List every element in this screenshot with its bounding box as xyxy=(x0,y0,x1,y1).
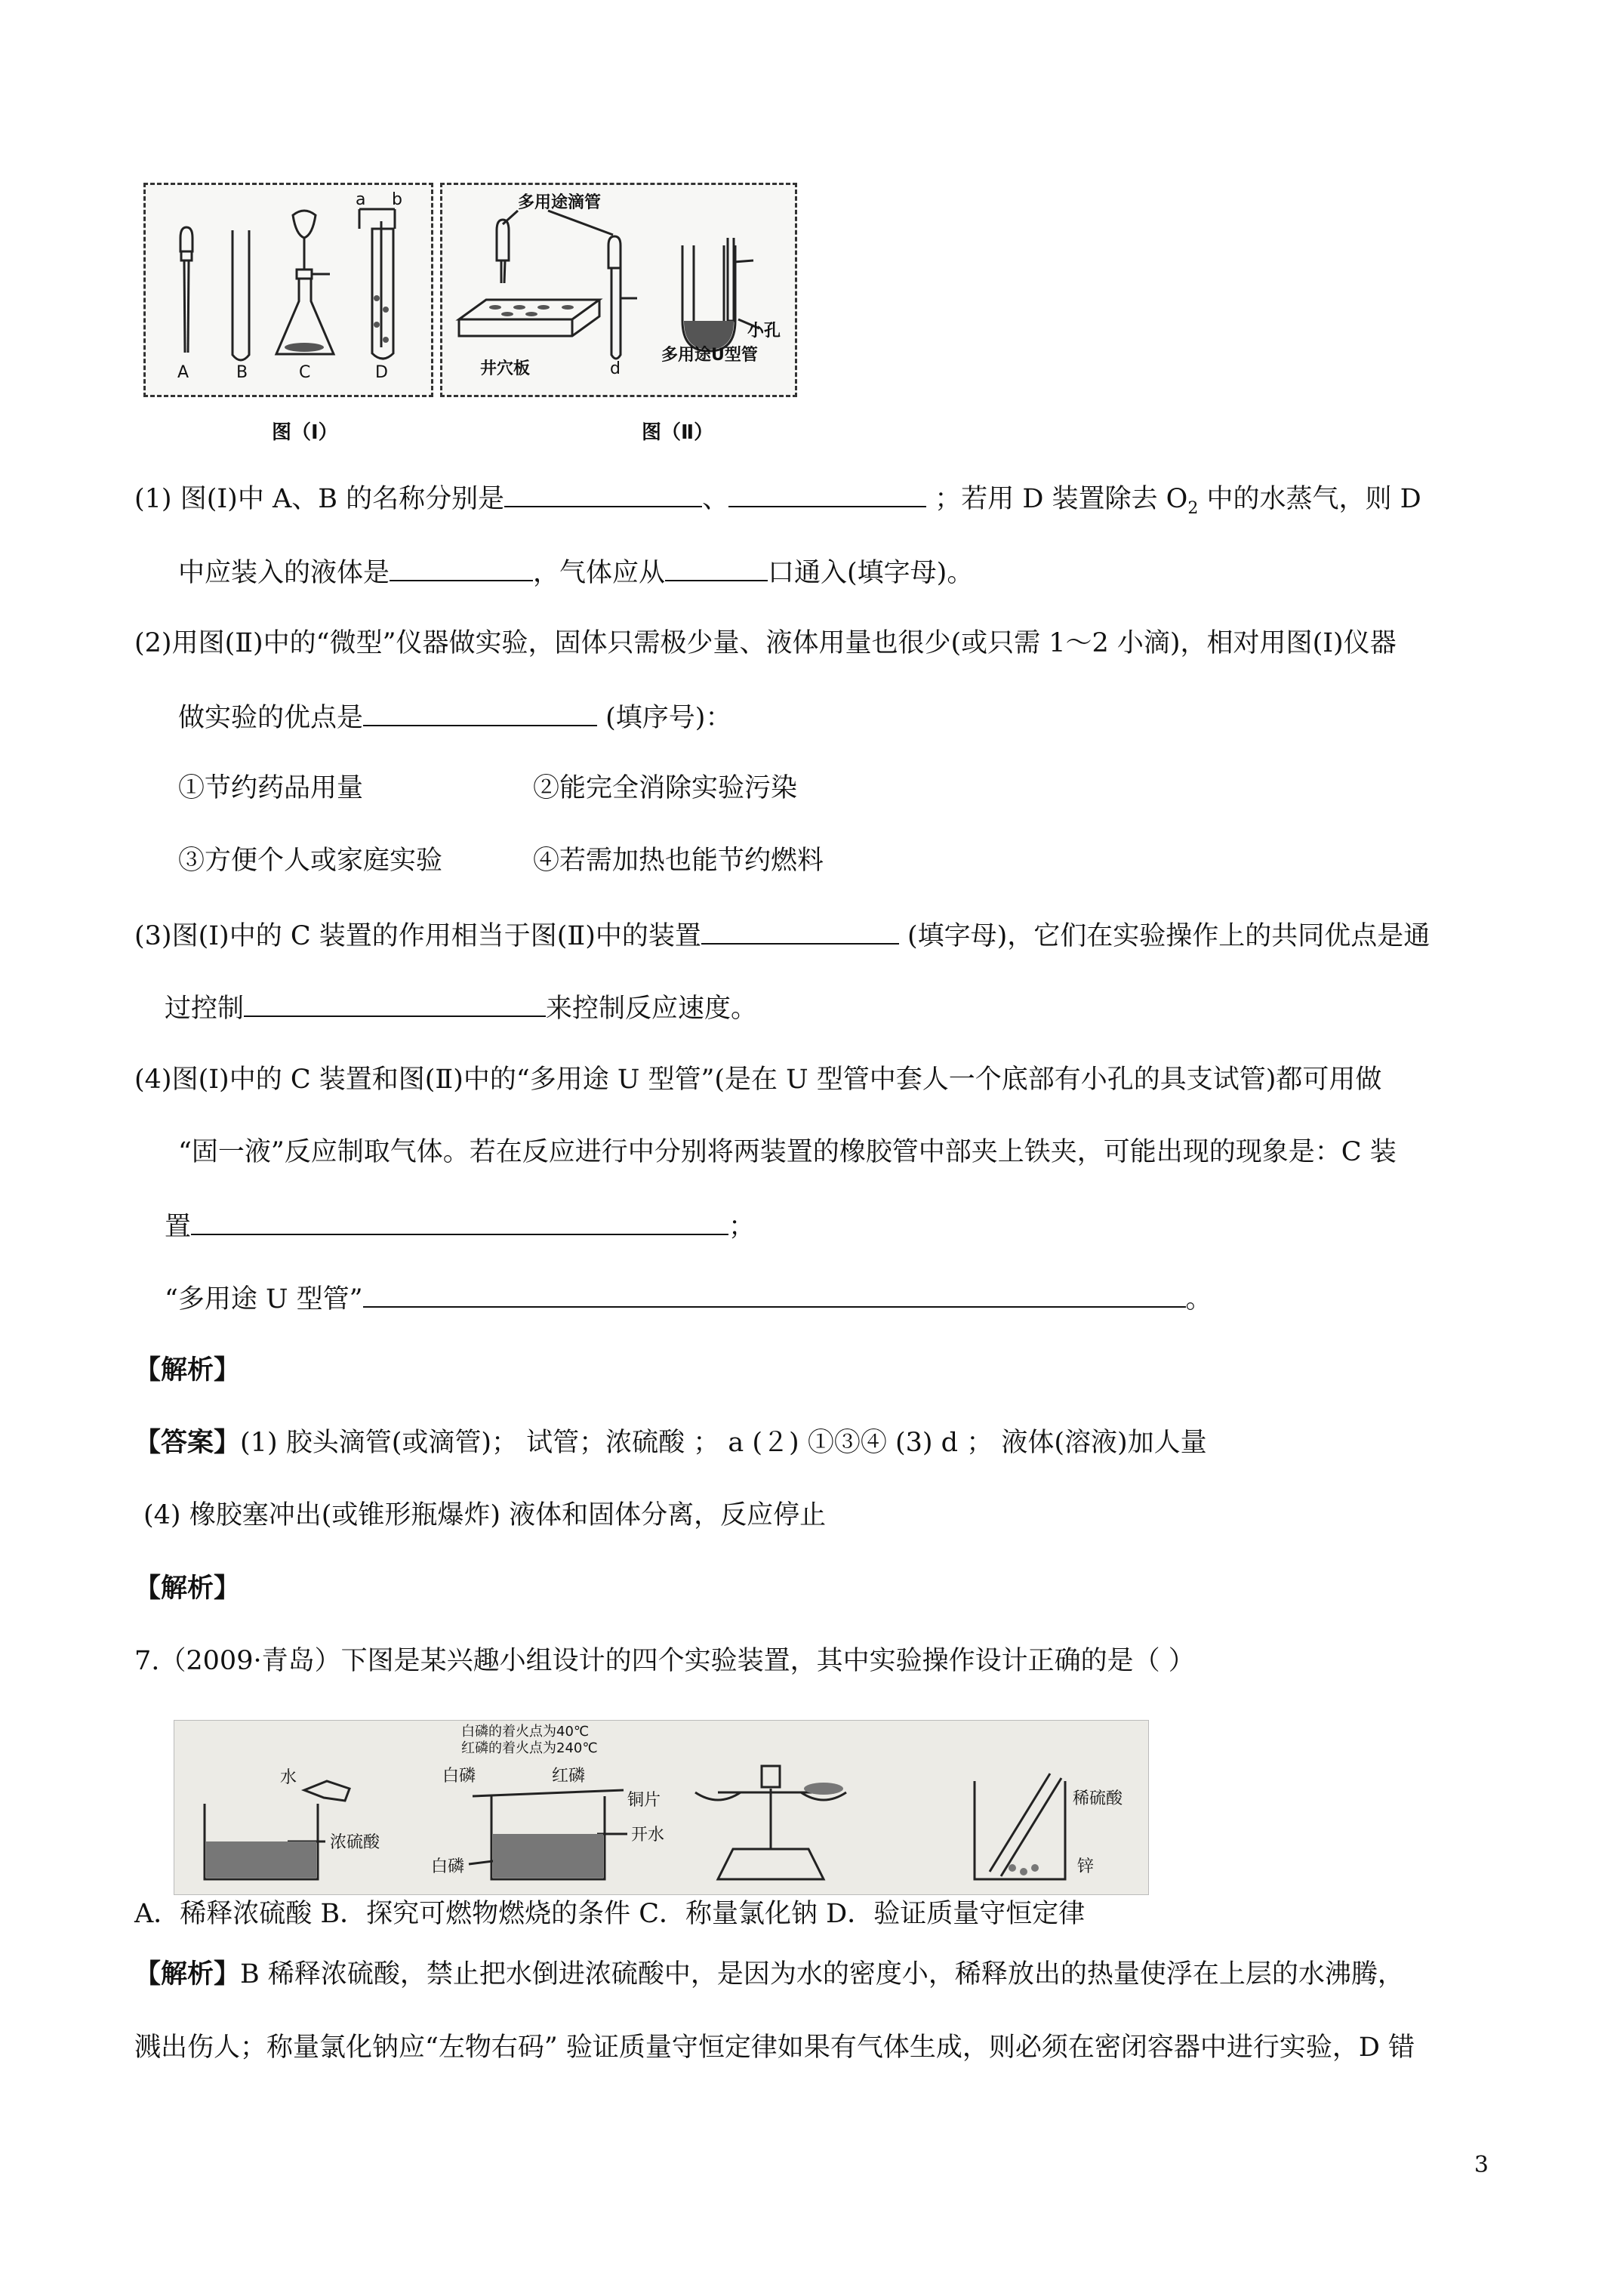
label-C: C xyxy=(299,363,311,382)
label-D: D xyxy=(375,363,388,382)
label-dropper: 多用途滴管 xyxy=(518,193,602,212)
q2-option-2: ②能完全消除实验污染 xyxy=(533,773,798,803)
q1-line-2: 中应装入的液体是 ，气体应从 口通入(填字母)。 xyxy=(178,556,973,588)
label-A: A xyxy=(177,363,189,382)
figure-1-caption: 图（Ⅰ） xyxy=(272,421,338,444)
q4-line-2: “固一液”反应制取气体。若在反应进行中分别将两装置的橡胶管中部夹上铁夹，可能出现的现象是：C 装 xyxy=(178,1137,1397,1167)
answer-blank xyxy=(191,1210,728,1235)
label-b: b xyxy=(392,190,402,209)
figure-2 xyxy=(440,183,797,397)
label-B: B xyxy=(236,363,248,382)
label-hot-water: 开水 xyxy=(631,1826,665,1845)
label-red-p: 红磷 xyxy=(552,1767,586,1786)
q2-option-1: ①节约药品用量 xyxy=(178,773,364,803)
q4-line-4: “多用途 U 型管” 。 xyxy=(165,1282,1212,1314)
figure-1 xyxy=(143,183,433,397)
q7-apparatus-photo xyxy=(174,1720,1149,1895)
label-conc-acid: 浓硫酸 xyxy=(330,1833,380,1852)
analysis-heading-2: 【解析】 xyxy=(134,1573,241,1604)
answer-blank xyxy=(363,1282,1186,1308)
q7-options: A．稀释浓硫酸 B．探究可燃物燃烧的条件 C．称量氯化钠 D．验证质量守恒定律 xyxy=(134,1899,1086,1929)
label-note-2: 红磷的着火点为240℃ xyxy=(461,1740,598,1756)
answer-line-2: (4) 橡胶塞冲出(或锥形瓶爆炸) 液体和固体分离，反应停止 xyxy=(143,1500,827,1530)
label-zinc: 锌 xyxy=(1077,1857,1095,1876)
answer-blank xyxy=(504,482,702,507)
figure-1-drawing xyxy=(146,185,431,395)
q7-analysis-1: 【解析】B 稀释浓硫酸，禁止把水倒进浓硫酸中，是因为水的密度小，稀释放出的热量使浮在上层的水沸腾， xyxy=(134,1959,1404,1989)
label-white-p: 白磷 xyxy=(442,1767,476,1786)
q3-line-2: 过控制 来控制反应速度。 xyxy=(165,991,757,1024)
q7-stem: 7.（2009·青岛）下图是某兴趣小组设计的四个实验装置，其中实验操作设计正确的是（ ） xyxy=(134,1646,1195,1676)
page-number: 3 xyxy=(1474,2152,1489,2178)
q2-line-1: (2)用图(Ⅱ)中的“微型”仪器做实验，固体只需极少量、液体用量也很少(或只需 1～2 小滴)，相对用图(Ⅰ)仪器 xyxy=(134,628,1397,658)
q2-option-4: ④若需加热也能节约燃料 xyxy=(533,846,824,876)
q2-line-2: 做实验的优点是 (填序号)： xyxy=(178,701,731,733)
answer-blank xyxy=(244,991,546,1017)
figure-2-caption: 图（Ⅱ） xyxy=(642,421,714,444)
q4-line-1: (4)图(Ⅰ)中的 C 装置和图(Ⅱ)中的“多用途 U 型管”(是在 U 型管中套人一个底部有小孔的具支试管)都可用做 xyxy=(134,1065,1382,1095)
answer-blank xyxy=(363,701,597,726)
label-white-p-2: 白磷 xyxy=(431,1857,465,1876)
label-note-1: 白磷的着火点为40℃ xyxy=(461,1724,590,1740)
label-utube: 多用途U型管 xyxy=(661,346,758,365)
label-hole: 小孔 xyxy=(747,322,781,341)
answer-blank xyxy=(728,482,926,507)
answer-blank xyxy=(665,556,768,581)
q1-line-1: (1) 图(Ⅰ)中 A、B 的名称分别是 、 ；若用 D 装置除去 $O_2$ 中的水蒸气，则 D xyxy=(134,482,1421,524)
answer-blank xyxy=(390,556,533,581)
label-a: a xyxy=(356,190,366,209)
figure-2-drawing xyxy=(442,185,795,395)
q4-line-3: 置 ； xyxy=(165,1210,755,1242)
answer-line-1: 【答案】(1) 胶头滴管(或滴管)； 试管；浓硫酸 ； a (２) ①③④ (3) d ； 液体(溶液)加人量 xyxy=(134,1427,1207,1458)
label-plate: 井穴板 xyxy=(480,359,531,378)
label-water: 水 xyxy=(280,1768,297,1787)
label-copper: 铜片 xyxy=(627,1791,661,1810)
answer-blank xyxy=(701,919,899,945)
q3-line-1: (3)图(Ⅰ)中的 C 装置的作用相当于图(Ⅱ)中的装置 (填字母)，它们在实验操作上的共同优点是通 xyxy=(134,919,1430,951)
analysis-heading-1: 【解析】 xyxy=(134,1354,241,1385)
q2-option-3: ③方便个人或家庭实验 xyxy=(178,846,443,876)
q7-apparatus-drawing xyxy=(174,1721,1148,1894)
label-d: d xyxy=(610,359,621,378)
q7-analysis-2: 溅出伤人；称量氯化钠应“左物右码” 验证质量守恒定律如果有气体生成，则必须在密闭容器中进行实验，D 错 xyxy=(134,2032,1415,2063)
label-dilute-acid: 稀硫酸 xyxy=(1073,1789,1123,1808)
